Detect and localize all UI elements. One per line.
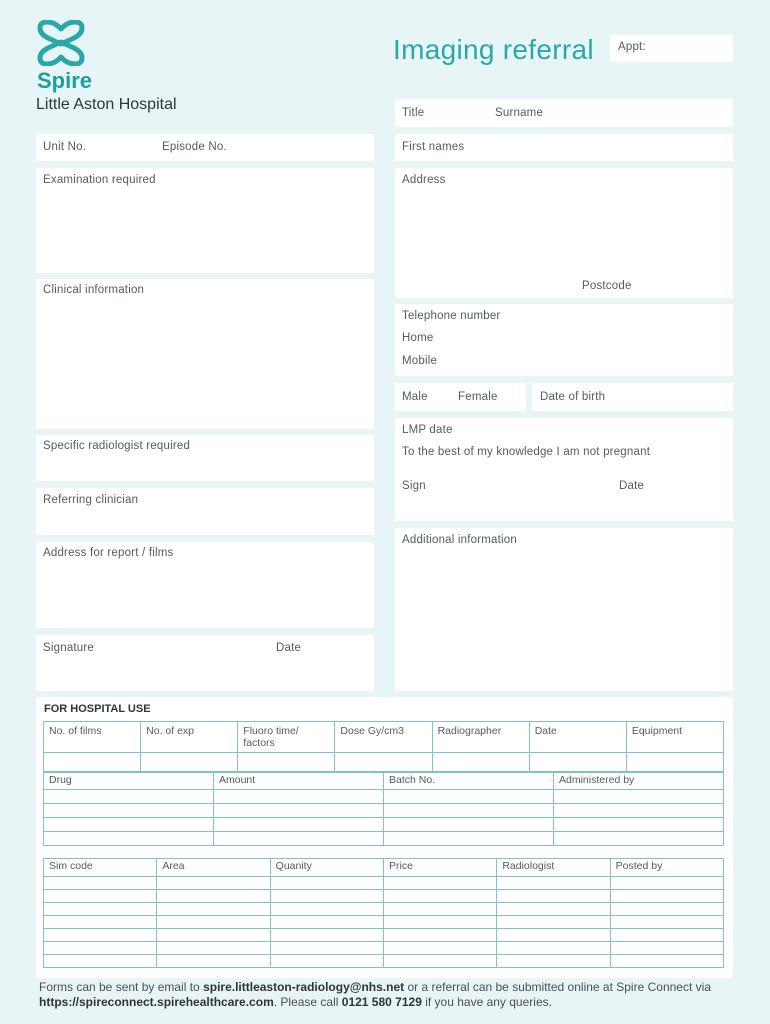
first-names-field[interactable] xyxy=(395,134,733,161)
table-header: Administered by xyxy=(554,773,724,790)
table-cell[interactable] xyxy=(270,903,383,916)
table-header: Dose Gy/cm3 xyxy=(335,722,432,753)
table-cell[interactable] xyxy=(610,916,723,929)
footer-text-2: or a referral can be submitted online at Spire Connect via xyxy=(404,980,711,994)
table-cell[interactable] xyxy=(44,903,157,916)
table-cell[interactable] xyxy=(270,942,383,955)
radiologist-field[interactable] xyxy=(36,435,374,481)
clinical-label: Clinical information xyxy=(43,284,145,296)
table-cell[interactable] xyxy=(44,890,157,903)
pregnant-statement: To the best of my knowledge I am not pregnant xyxy=(402,446,651,458)
table-cell[interactable] xyxy=(157,929,270,942)
clinical-field[interactable] xyxy=(36,279,374,429)
table-cell[interactable] xyxy=(497,890,610,903)
table-cell[interactable] xyxy=(44,832,214,846)
signature-label: Signature xyxy=(43,642,95,654)
table-cell[interactable] xyxy=(610,890,723,903)
table-header: Amount xyxy=(214,773,384,790)
episode-no-label: Episode No. xyxy=(162,141,227,153)
table-header: Price xyxy=(383,859,496,877)
additional-label: Additional information xyxy=(402,534,517,546)
brand-name: Spire xyxy=(37,68,93,93)
table-cell[interactable] xyxy=(497,942,610,955)
address-field[interactable] xyxy=(395,168,733,298)
table-cell[interactable] xyxy=(383,877,496,890)
table-header: Fluoro time/ factors xyxy=(238,722,335,753)
table-cell[interactable] xyxy=(610,903,723,916)
dob-field[interactable] xyxy=(532,383,733,411)
table-cell[interactable] xyxy=(44,877,157,890)
table-cell[interactable] xyxy=(610,955,723,968)
footer-text-3: . Please call xyxy=(273,995,342,1009)
table-cell[interactable] xyxy=(610,877,723,890)
signature-date-label: Date xyxy=(276,642,302,654)
table-cell[interactable] xyxy=(141,753,238,772)
spire-connect-link[interactable]: https://spireconnect.spirehealthcare.com xyxy=(39,995,274,1009)
table-cell[interactable] xyxy=(270,916,383,929)
first-names-label: First names xyxy=(402,141,465,153)
spire-logo-icon xyxy=(36,20,86,66)
table-header: Quanity xyxy=(270,859,383,877)
table-header: Area xyxy=(157,859,270,877)
table-header: Posted by xyxy=(610,859,723,877)
female-label: Female xyxy=(458,391,498,403)
table-cell[interactable] xyxy=(270,877,383,890)
table-cell[interactable] xyxy=(157,942,270,955)
table-cell[interactable] xyxy=(44,818,214,832)
telephone-field[interactable] xyxy=(395,304,733,376)
table-cell[interactable] xyxy=(610,942,723,955)
lmp-label: LMP date xyxy=(402,424,453,436)
table-cell[interactable] xyxy=(529,753,626,772)
table-header: Drug xyxy=(44,773,214,790)
table-cell[interactable] xyxy=(157,955,270,968)
table-cell[interactable] xyxy=(238,753,335,772)
radiologist-label: Specific radiologist required xyxy=(43,440,191,452)
examination-field[interactable] xyxy=(36,168,374,273)
sign-label: Sign xyxy=(402,480,426,492)
table-cell[interactable] xyxy=(157,916,270,929)
table-header: Date xyxy=(529,722,626,753)
table-cell[interactable] xyxy=(335,753,432,772)
table-cell[interactable] xyxy=(383,903,496,916)
footer-text-1: Forms can be sent by email to xyxy=(39,980,204,994)
table-header: Radiographer xyxy=(432,722,529,753)
drug-table xyxy=(43,772,724,846)
address-label: Address xyxy=(402,174,446,186)
table-cell[interactable] xyxy=(383,916,496,929)
table-cell[interactable] xyxy=(497,877,610,890)
footer-note xyxy=(39,980,739,1010)
table-header: Sim code xyxy=(44,859,157,877)
unit-episode-field[interactable] xyxy=(36,134,374,161)
title-surname-field[interactable] xyxy=(395,99,733,127)
table-cell[interactable] xyxy=(44,929,157,942)
gender-field[interactable] xyxy=(395,383,526,411)
lmp-date-label: Date xyxy=(619,480,645,492)
table-header: Batch No. xyxy=(384,773,554,790)
table-cell[interactable] xyxy=(214,818,384,832)
table-cell[interactable] xyxy=(270,929,383,942)
table-cell[interactable] xyxy=(610,929,723,942)
page-title: Imaging referral xyxy=(393,34,594,65)
lmp-field[interactable] xyxy=(395,418,733,521)
table-cell[interactable] xyxy=(44,955,157,968)
table-cell[interactable] xyxy=(497,903,610,916)
phone-number: 0121 580 7129 xyxy=(341,995,422,1009)
table-cell[interactable] xyxy=(383,955,496,968)
table-cell[interactable] xyxy=(44,804,214,818)
table-cell[interactable] xyxy=(626,753,723,772)
billing-table xyxy=(43,858,724,968)
table-cell[interactable] xyxy=(384,804,554,818)
table-header: No. of exp xyxy=(141,722,238,753)
referring-clinician-field[interactable] xyxy=(36,488,374,535)
table-cell[interactable] xyxy=(383,942,496,955)
title-label: Title xyxy=(402,107,425,119)
telephone-label: Telephone number xyxy=(402,310,501,322)
table-cell[interactable] xyxy=(554,804,724,818)
table-cell[interactable] xyxy=(384,790,554,804)
table-cell[interactable] xyxy=(270,955,383,968)
table-cell[interactable] xyxy=(384,818,554,832)
table-cell[interactable] xyxy=(157,903,270,916)
address-report-label: Address for report / films xyxy=(43,547,174,559)
table-cell[interactable] xyxy=(554,818,724,832)
mobile-label: Mobile xyxy=(402,355,438,367)
email-link[interactable]: spire.littleaston-radiology@nhs.net xyxy=(203,980,405,994)
dob-label: Date of birth xyxy=(540,391,606,403)
appt-field[interactable] xyxy=(610,35,733,62)
home-label: Home xyxy=(402,332,434,344)
table-cell[interactable] xyxy=(497,916,610,929)
table-cell[interactable] xyxy=(383,929,496,942)
table-cell[interactable] xyxy=(497,955,610,968)
unit-no-label: Unit No. xyxy=(43,141,87,153)
examination-label: Examination required xyxy=(43,174,156,186)
hospital-use-title: FOR HOSPITAL USE xyxy=(44,703,151,715)
hospital-use-section xyxy=(36,697,733,978)
table-cell[interactable] xyxy=(384,832,554,846)
table-cell[interactable] xyxy=(44,753,141,772)
table-cell[interactable] xyxy=(383,890,496,903)
referring-label: Referring clinician xyxy=(43,494,139,506)
table-cell[interactable] xyxy=(554,790,724,804)
table-cell[interactable] xyxy=(44,916,157,929)
male-label: Male xyxy=(402,391,428,403)
table-cell[interactable] xyxy=(157,877,270,890)
postcode-label: Postcode xyxy=(582,280,632,292)
table-cell[interactable] xyxy=(44,790,214,804)
table-cell[interactable] xyxy=(497,929,610,942)
additional-info-field[interactable] xyxy=(395,528,733,691)
films-table xyxy=(43,721,724,772)
table-cell[interactable] xyxy=(214,804,384,818)
footer-text-4: if you have any queries. xyxy=(421,995,552,1009)
table-cell[interactable] xyxy=(270,890,383,903)
table-cell[interactable] xyxy=(214,790,384,804)
surname-label: Surname xyxy=(495,107,544,119)
signature-field[interactable] xyxy=(36,635,374,691)
table-cell[interactable] xyxy=(432,753,529,772)
table-header: No. of films xyxy=(44,722,141,753)
table-cell[interactable] xyxy=(554,832,724,846)
appt-label: Appt: xyxy=(618,41,646,53)
table-header: Radiologist xyxy=(497,859,610,877)
table-cell[interactable] xyxy=(214,832,384,846)
table-header: Equipment xyxy=(626,722,723,753)
table-cell[interactable] xyxy=(157,890,270,903)
table-cell[interactable] xyxy=(44,942,157,955)
hospital-name: Little Aston Hospital xyxy=(36,96,177,113)
address-report-field[interactable] xyxy=(36,542,374,628)
